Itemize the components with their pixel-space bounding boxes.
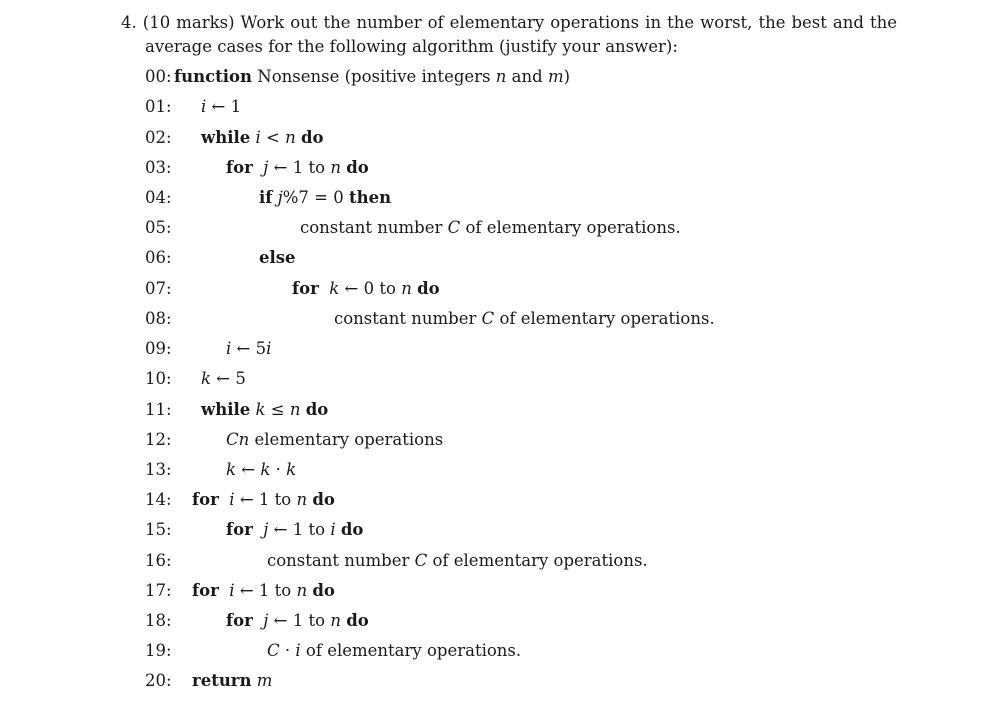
math-var: C [267, 641, 280, 660]
keyword: do [417, 279, 440, 298]
keyword: do [346, 611, 369, 630]
keyword: do [312, 581, 335, 600]
math-var: i [255, 128, 261, 147]
line-number-16: 16: [145, 551, 172, 570]
keyword: return [192, 671, 252, 690]
line-number-05: 05: [145, 218, 172, 237]
math-var: i [330, 520, 336, 539]
code-text: · [284, 641, 291, 660]
keyword: function [174, 67, 253, 86]
line-number-17: 17: [145, 581, 172, 600]
line-number-03: 03: [145, 158, 172, 177]
line-number-10: 10: [145, 369, 172, 388]
math-var: n [401, 279, 412, 298]
code-text: ← 0 to [344, 279, 396, 298]
code-line-07 [292, 281, 440, 298]
keyword: else [259, 248, 296, 267]
line-number-11: 11: [145, 400, 172, 419]
math-var: j [263, 520, 269, 539]
math-var: k [260, 460, 271, 479]
keyword: for [226, 520, 253, 539]
line-number-08: 08: [145, 309, 172, 328]
code-line-17 [192, 583, 335, 600]
code-line-05 [300, 220, 681, 237]
code-line-10 [201, 371, 246, 388]
math-var: j [263, 611, 269, 630]
math-var: n [330, 611, 341, 630]
code-text: ≤ [270, 400, 285, 419]
keyword: do [305, 400, 329, 419]
code-text: ← 1 to [273, 158, 326, 177]
code-text: of elementary operations. [499, 309, 715, 328]
math-var: n [495, 67, 507, 86]
line-number-19: 19: [145, 641, 172, 660]
line-number-07: 07: [145, 279, 172, 298]
math-var: n [285, 128, 296, 147]
code-text: ← 5 [236, 339, 267, 358]
code-text: · [275, 460, 281, 479]
code-line-15 [226, 522, 363, 539]
question-marks: (10 marks) [142, 13, 235, 32]
line-number-04: 04: [145, 188, 172, 207]
code-text: constant number [300, 218, 443, 237]
code-text: < [266, 128, 280, 147]
math-var: n [330, 158, 341, 177]
code-line-02 [201, 130, 324, 147]
keyword: do [346, 158, 369, 177]
math-var: i [201, 97, 207, 116]
code-text: ← 1 to [239, 490, 292, 509]
code-text: of elementary operations. [432, 551, 648, 570]
code-line-03 [226, 160, 369, 177]
keyword: for [292, 279, 319, 298]
code-line-16 [267, 553, 648, 570]
code-text: of elementary operations. [465, 218, 681, 237]
code-line-08 [334, 311, 715, 328]
keyword: do [300, 128, 324, 147]
keyword: for [226, 611, 253, 630]
line-number-18: 18: [145, 611, 172, 630]
math-var: C [414, 551, 428, 570]
math-var: k [226, 460, 236, 479]
math-var: n [289, 400, 301, 419]
keyword: if [259, 188, 273, 207]
line-number-15: 15: [145, 520, 172, 539]
keyword: for [192, 581, 219, 600]
code-line-11 [201, 402, 328, 419]
math-var: n [296, 581, 308, 600]
math-var: i [229, 490, 235, 509]
code-text: elementary operations [254, 430, 444, 449]
code-line-06 [259, 250, 296, 267]
line-number-00: 00: [145, 67, 172, 86]
math-var: n [296, 490, 308, 509]
keyword: for [226, 158, 253, 177]
line-number-20: 20: [145, 671, 172, 690]
code-text: ← 1 [211, 97, 242, 116]
math-var: j [277, 188, 283, 207]
code-text: ← 1 to [273, 611, 326, 630]
math-var: i [229, 581, 235, 600]
code-text: constant number [267, 551, 410, 570]
keyword: then [349, 188, 392, 207]
code-text: ← 1 to [273, 520, 326, 539]
keyword: do [312, 490, 335, 509]
code-text: ← 1 to [239, 581, 292, 600]
question-text-1: Work out the number of elementary operations in the worst, the best and the [240, 13, 897, 32]
math-var: Cn [226, 430, 250, 449]
line-number-12: 12: [145, 430, 172, 449]
code-line-12 [226, 432, 443, 449]
code-line-20 [192, 673, 272, 690]
math-var: k [329, 279, 340, 298]
math-var: i [226, 339, 232, 358]
code-text: of elementary operations. [305, 641, 522, 660]
math-var: i [266, 339, 272, 358]
math-var: k [286, 460, 297, 479]
code-line-09 [226, 341, 271, 358]
math-var: C [447, 218, 461, 237]
keyword: do [340, 520, 364, 539]
math-var: m [547, 67, 564, 86]
math-var: j [263, 158, 269, 177]
line-number-01: 01: [145, 97, 172, 116]
line-number-09: 09: [145, 339, 172, 358]
code-line-19 [267, 643, 521, 660]
code-text: constant number [334, 309, 477, 328]
line-number-13: 13: [145, 460, 172, 479]
keyword: while [201, 128, 251, 147]
code-line-18 [226, 613, 369, 630]
question-number: 4. [121, 13, 137, 32]
math-var: C [481, 309, 495, 328]
line-number-14: 14: [145, 490, 172, 509]
code-line-00 [174, 69, 570, 86]
code-text: ← [241, 460, 256, 479]
keyword: while [201, 400, 251, 419]
code-text: %7 = 0 [282, 188, 344, 207]
code-line-01 [201, 99, 241, 116]
keyword: for [192, 490, 219, 509]
code-line-04 [259, 190, 391, 207]
math-var: k [255, 400, 266, 419]
math-var: k [201, 369, 211, 388]
question-header [121, 15, 897, 32]
code-text: Nonsense (positive integers [257, 67, 491, 86]
code-text: and [511, 67, 543, 86]
math-var: m [256, 671, 273, 690]
code-line-13 [226, 462, 296, 479]
code-line-14 [192, 492, 335, 509]
code-text: ← 5 [216, 369, 246, 388]
line-number-06: 06: [145, 248, 172, 267]
code-text: ) [563, 67, 571, 86]
math-var: i [295, 641, 301, 660]
question-text-2: average cases for the following algorithm (justify your answer): [145, 37, 678, 56]
line-number-02: 02: [145, 128, 172, 147]
